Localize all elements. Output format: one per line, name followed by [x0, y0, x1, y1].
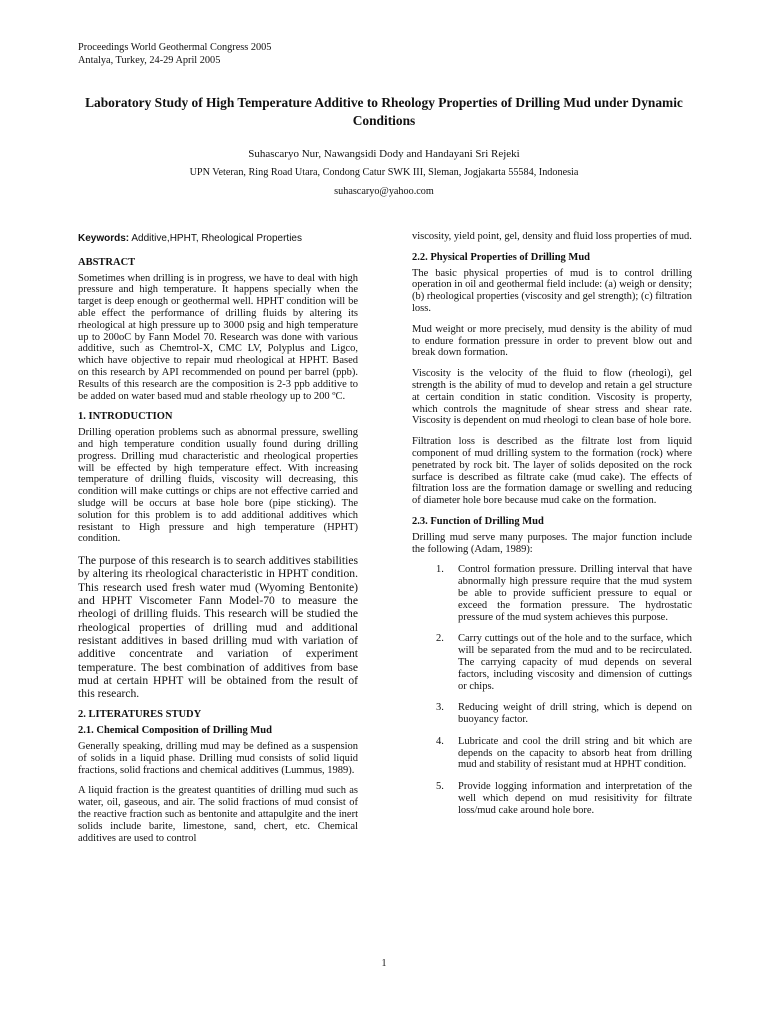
list-text: Lubricate and cool the drill string and bit which are depends on the capacity to absorb heat from drilling mud and stability of resistant mud at HPHT condition. [458, 735, 692, 771]
abstract-heading: ABSTRACT [78, 256, 136, 268]
function-list [412, 564, 692, 816]
list-number: 4. [436, 735, 444, 747]
list-item [412, 702, 692, 726]
intro-paragraph-2: The purpose of this research is to search additives stabilities by altering its rheological characteristic in HPHT condition. This research used fresh water mud (Wyoming Bentonite) and HPHT Viscometer Fann Model-70 to measure the rheologi of drilling fluids. This research will be studied the rheological properties of drilling mud and additional resistant additives in based drilling mud with variation of additive concentrate and variation of experiment temperature. The best combination of additives from base mud at certain HPHT will be obtained from the result of this research. [78, 554, 358, 701]
continued-text: viscosity, yield point, gel, density and fluid loss properties of mud. [412, 231, 692, 242]
keywords-text: Additive,HPHT, Rheological Properties [129, 233, 302, 244]
list-number: 2. [436, 633, 444, 645]
list-text: Provide logging information and interpretation of the well which depend on mud resisitivity for filtrate loss/mud cake around hole bore. [458, 781, 692, 816]
list-text: Reducing weight of drill string, which is depend on buoyancy factor. [458, 702, 692, 726]
physical-paragraph-4: Filtration loss is described as the filtrate lost from liquid component of mud drilling system to the formation (rock) where penetrated by rock bit. The layer of solids deposited on the rock surface is described as filtrate cake (mud cake). The effects of filtration loss are the formation damage or swelling and reducing of diameter hole bore because mud cake on the formation. [412, 436, 692, 507]
header-location: Antalya, Turkey, 24-29 April 2005 [78, 54, 221, 66]
list-number: 3. [436, 702, 444, 714]
intro-paragraph-1: Drilling operation problems such as abnormal pressure, swelling and high temperature condition usually found during drilling progress. Drilling mud characteristic and rheological properties will be effected by high temperature effect. With increasing temperature of drilling fluids, viscosity will decreasing, this condition will make cuttings or chips are not effective carried and sludge will be occurs at base hole bore (pipe sticking). The solution for this problem is to add additional additives which resistant to High pressure and high temperature (HPHT) condition. [78, 427, 358, 545]
running-header [78, 42, 271, 67]
function-intro: Drilling mud serve many purposes. The major function include the following (Adam, 1989): [412, 531, 692, 555]
page-number: 1 [381, 958, 387, 969]
authors: Suhascaryo Nur, Nawangsidi Dody and Handayani Sri Rejeki [248, 148, 520, 160]
list-number: 1. [436, 564, 444, 576]
literature-heading: 2. LITERATURES STUDY [78, 709, 202, 721]
physical-paragraph-2: Mud weight or more precisely, mud density is the ability of mud to endure formation pressure in order to prevent blow out and break down formation. [412, 323, 692, 359]
right-column [412, 231, 692, 827]
list-text: Control formation pressure. Drilling interval that have abnormally high pressure require that the mud system be able to provide sufficient pressure to equal or exceed the formation pressure. The hydrostatic pressure of the mud system achieves this purpose. [458, 564, 692, 623]
abstract-text: Sometimes when drilling is in progress, we have to deal with high pressure and high temperature. It happens specially when the target is deep enough or geothermal well. HPHT condition will be able effect the performance of drilling fluids by altering its rheological at high pressure up to 3000 psig and high temperature up to 200oC by Fann Model 70. Research was done with various additive, such as Chemtrol-X, CMC LV, Polyplus and Ligco, which have objective to repair mud rheological at HPHT. Based on this research by API recommended on pound per barrel (ppb). Results of this research are the composition is 2-3 ppb additive to be added on water based mud and stable rheology up to 200 ºC. [78, 272, 358, 402]
affiliation: UPN Veteran, Ring Road Utara, Condong Catur SWK III, Sleman, Jogjakarta 55584, Indonesia [189, 167, 579, 178]
section-2-2-heading: 2.2. Physical Properties of Drilling Mud [412, 251, 591, 263]
email[interactable]: suhascaryo@yahoo.com [334, 186, 434, 197]
section-2-3-heading: 2.3. Function of Drilling Mud [412, 515, 544, 527]
left-column [78, 233, 358, 853]
physical-paragraph-3: Viscosity is the velocity of the fluid to flow (rheologi), gel strength is the ability of mud to develop and retain a gel structure at certain condition in static condition. Viscosity is property, which controls the magnitude of shear stress and shear rate. Viscosity is dependent on mud rheologi to clean base of hole bore. [412, 368, 692, 427]
keywords-label: Keywords: [78, 233, 130, 244]
intro-heading: 1. INTRODUCTION [78, 411, 173, 423]
keywords [78, 233, 358, 245]
header-conference: Proceedings World Geothermal Congress 2005 [78, 42, 272, 53]
list-number: 5. [436, 781, 444, 793]
lit-paragraph-2: A liquid fraction is the greatest quantities of drilling mud such as water, oil, gaseous, and air. The solid fractions of mud consist of the reactive fraction such as bentonite and attapulgite and the inert solids include barite, limestone, sand, chert, etc. Chemical additives are used to control [78, 785, 358, 844]
physical-paragraph-1: The basic physical properties of mud is to control drilling operation in oil and geothermal field include: (a) weigh or density; (b) rheological properties (viscosity and gel strength); (c) filtration loss. [412, 267, 692, 314]
list-item [412, 633, 692, 692]
paper-title: Laboratory Study of High Temperature Additive to Rheology Properties of Drilling Mud under Dynamic Conditions [85, 95, 683, 128]
lit-paragraph-1: Generally speaking, drilling mud may be defined as a suspension of solids in a liquid phase. Drilling mud consists of solid liquid fractions, solid fractions and chemical additives (Lummus, 1989). [78, 740, 358, 776]
list-item [412, 781, 692, 816]
list-item [412, 564, 692, 623]
list-item [412, 736, 692, 771]
list-text: Carry cuttings out of the hole and to the surface, which will be separated from the mud and to be recirculated. The carrying capacity of mud depends on several factors, including viscosity and dimension of cuttings or chips. [458, 633, 692, 692]
section-2-1-heading: 2.1. Chemical Composition of Drilling Mud [78, 725, 272, 737]
